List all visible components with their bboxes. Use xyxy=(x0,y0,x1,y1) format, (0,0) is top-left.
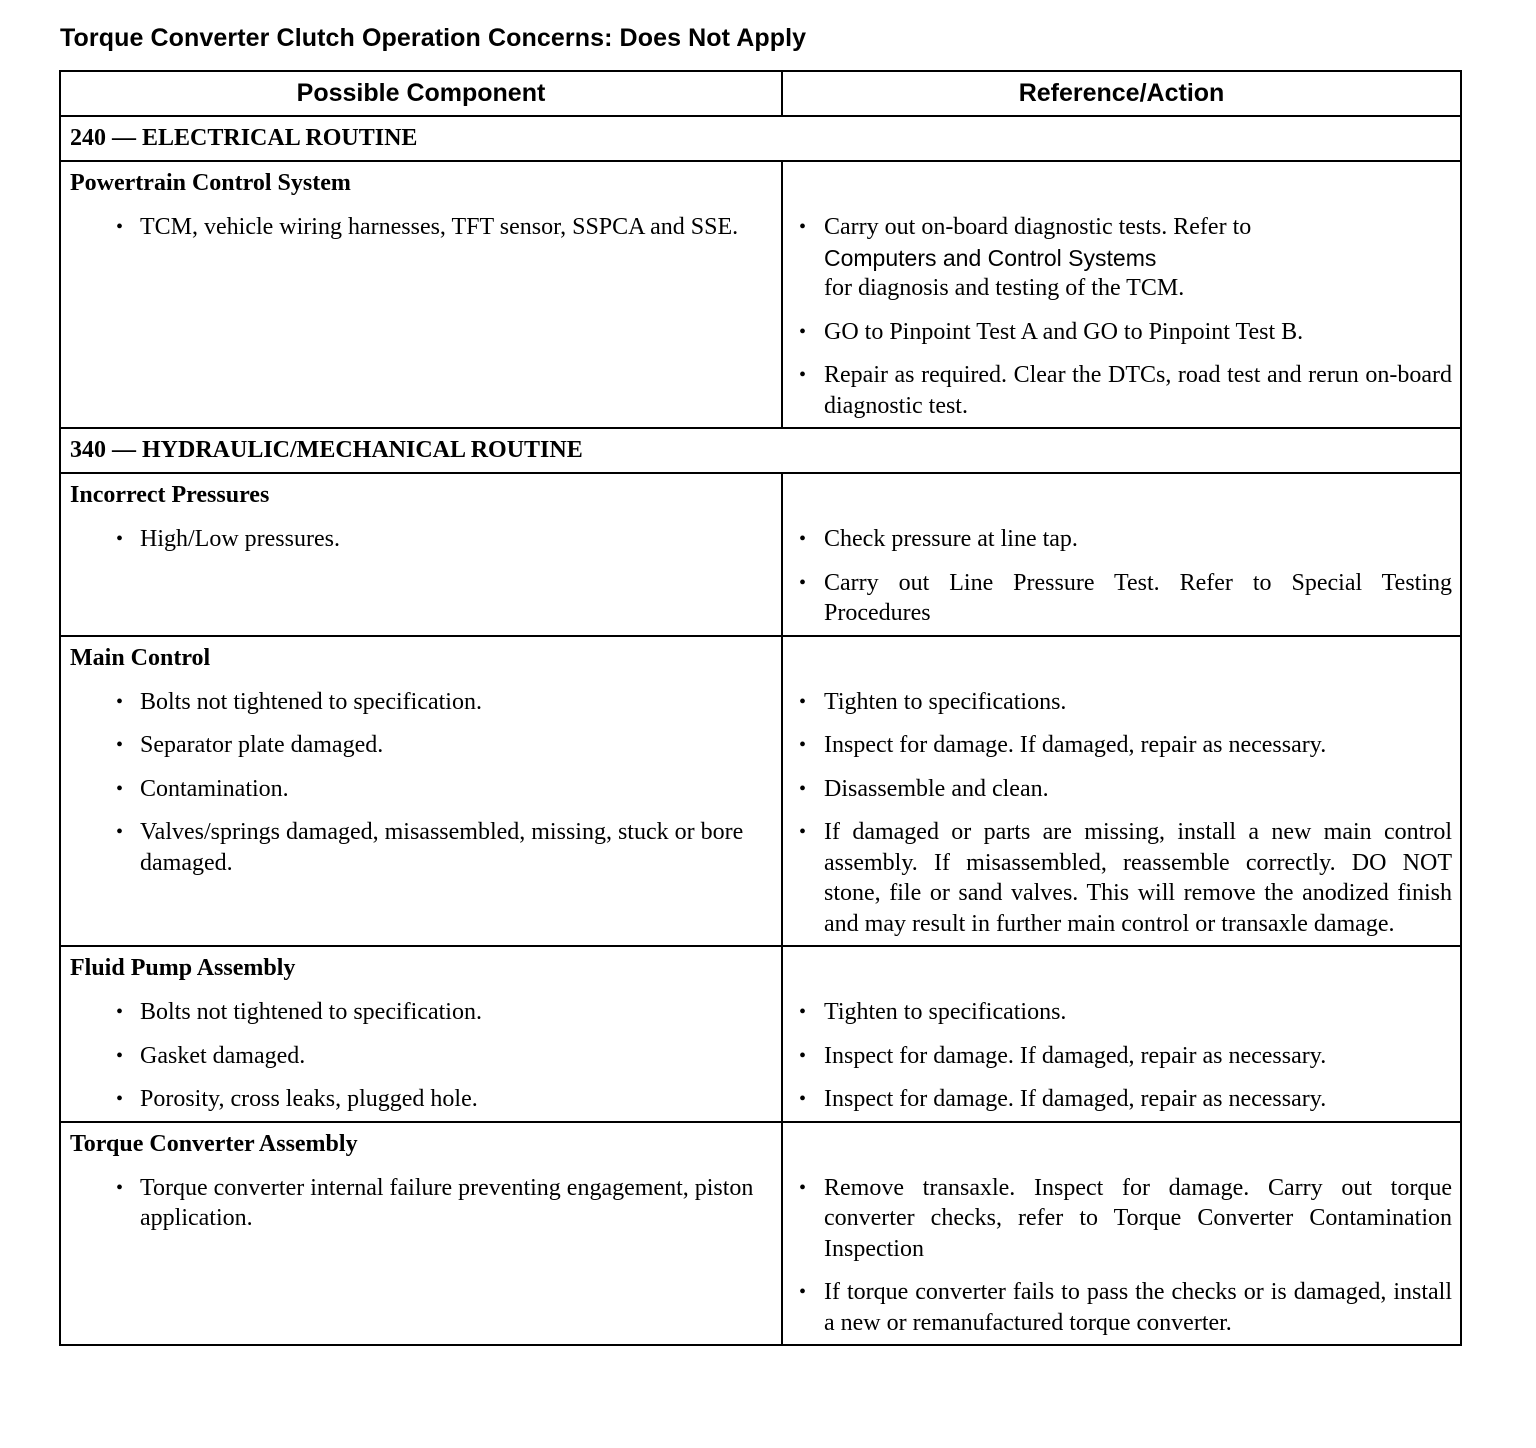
action-list xyxy=(792,212,1452,421)
action-text-continued: for diagnosis and testing of the TCM. xyxy=(824,275,1185,301)
component-item: • Porosity, cross leaks, plugged hole. xyxy=(70,1084,773,1115)
action-item xyxy=(792,360,1452,421)
component-cell-torque-converter-assembly xyxy=(60,1122,782,1346)
action-cell-fluid-pump-assembly xyxy=(782,946,1461,1122)
group-title: Fluid Pump Assembly xyxy=(70,955,296,981)
page-title: Torque Converter Clutch Operation Concerns: Does Not Apply xyxy=(60,24,807,52)
table-row xyxy=(60,1122,1461,1346)
action-item xyxy=(792,774,1452,805)
table-row xyxy=(60,636,1461,947)
routine-row xyxy=(60,116,1461,161)
action-text: Inspect for damage. If damaged, repair as necessary. xyxy=(824,732,1327,758)
component-item: • TCM, vehicle wiring harnesses, TFT sensor, SSPCA and SSE. xyxy=(70,212,773,243)
action-item xyxy=(792,1084,1452,1115)
routine-row xyxy=(60,428,1461,473)
action-item xyxy=(792,1277,1452,1338)
action-item xyxy=(792,317,1452,348)
component-list xyxy=(70,997,773,1115)
component-item: • High/Low pressures. xyxy=(70,524,773,555)
action-item xyxy=(792,730,1452,761)
component-item: • Torque converter internal failure preventing engagement, piston application. xyxy=(70,1173,773,1234)
action-item xyxy=(792,568,1452,629)
component-list xyxy=(70,212,773,243)
component-list xyxy=(70,1173,773,1234)
table-row xyxy=(60,946,1461,1122)
routine-heading: 340 — HYDRAULIC/MECHANICAL ROUTINE xyxy=(60,428,1461,473)
routine-heading: 240 — ELECTRICAL ROUTINE xyxy=(60,116,1461,161)
action-text: Tighten to specifications. xyxy=(824,688,1067,715)
table-row xyxy=(60,161,1461,428)
component-cell-incorrect-pressures xyxy=(60,473,782,636)
action-cell-incorrect-pressures xyxy=(782,473,1461,636)
component-list xyxy=(70,687,773,879)
action-text: Disassemble and clean. xyxy=(824,775,1049,802)
action-item xyxy=(792,1173,1452,1265)
header-possible-component: Possible Component xyxy=(60,71,782,116)
concerns-table xyxy=(59,70,1462,1346)
group-title: Main Control xyxy=(70,644,211,671)
action-text: Repair as required. Clear the DTCs, road test and rerun on-board diagnostic test. xyxy=(824,362,1452,419)
table-header-row xyxy=(60,71,1461,116)
action-text: Inspect for damage. If damaged, repair as necessary. xyxy=(824,1086,1327,1112)
action-list xyxy=(792,524,1452,629)
action-item xyxy=(792,524,1452,555)
action-item xyxy=(792,687,1452,718)
component-cell-main-control xyxy=(60,636,782,947)
action-item xyxy=(792,212,1452,304)
action-item xyxy=(792,817,1452,939)
action-text: Inspect for damage. If damaged, repair as necessary. xyxy=(824,1042,1327,1069)
group-title: Incorrect Pressures xyxy=(70,482,270,508)
action-text: Carry out Line Pressure Test. Refer to Special Testing Procedures xyxy=(824,569,1452,626)
component-item: • Separator plate damaged. xyxy=(70,730,773,761)
table-body xyxy=(60,116,1461,1345)
action-text: If torque converter fails to pass the checks or is damaged, install a new or remanufactured torque converter. xyxy=(824,1279,1452,1336)
action-cell-torque-converter-assembly xyxy=(782,1122,1461,1346)
action-text: If damaged or parts are missing, install a new main control assembly. If misassembled, reassemble correctly. DO NOT stone, file or sand valves. This will remove the anodized finish and may result in further main control or transaxle damage. xyxy=(824,819,1452,937)
table-row xyxy=(60,473,1461,636)
action-text: Tighten to specifications. xyxy=(824,999,1067,1025)
action-list xyxy=(792,687,1452,940)
action-item xyxy=(792,997,1452,1028)
component-item: • Bolts not tightened to specification. xyxy=(70,687,773,718)
action-cell-powertrain-control-system xyxy=(782,161,1461,428)
action-item xyxy=(792,1041,1452,1072)
group-title: Powertrain Control System xyxy=(70,170,351,196)
action-text: Check pressure at line tap. xyxy=(824,526,1078,552)
component-item: • Bolts not tightened to specification. xyxy=(70,997,773,1028)
header-reference-action: Reference/Action xyxy=(782,71,1461,116)
component-cell-fluid-pump-assembly xyxy=(60,946,782,1122)
component-list xyxy=(70,524,773,555)
component-item: • Gasket damaged. xyxy=(70,1041,773,1072)
action-text: Remove transaxle. Inspect for damage. Carry out torque converter checks, refer to Torque Converter Contamination Inspection xyxy=(824,1174,1452,1262)
action-text: GO to Pinpoint Test A and GO to Pinpoint Test B. xyxy=(824,318,1304,345)
action-list xyxy=(792,1173,1452,1339)
action-cell-main-control xyxy=(782,636,1461,947)
action-text: Carry out on-board diagnostic tests. Refer to xyxy=(824,214,1252,240)
component-item: • Contamination. xyxy=(70,774,773,805)
component-cell-powertrain-control-system xyxy=(60,161,782,428)
component-item: • Valves/springs damaged, misassembled, missing, stuck or bore damaged. xyxy=(70,817,773,878)
reference-link[interactable]: Computers and Control Systems xyxy=(824,244,1157,271)
action-list xyxy=(792,997,1452,1115)
group-title: Torque Converter Assembly xyxy=(70,1130,358,1157)
